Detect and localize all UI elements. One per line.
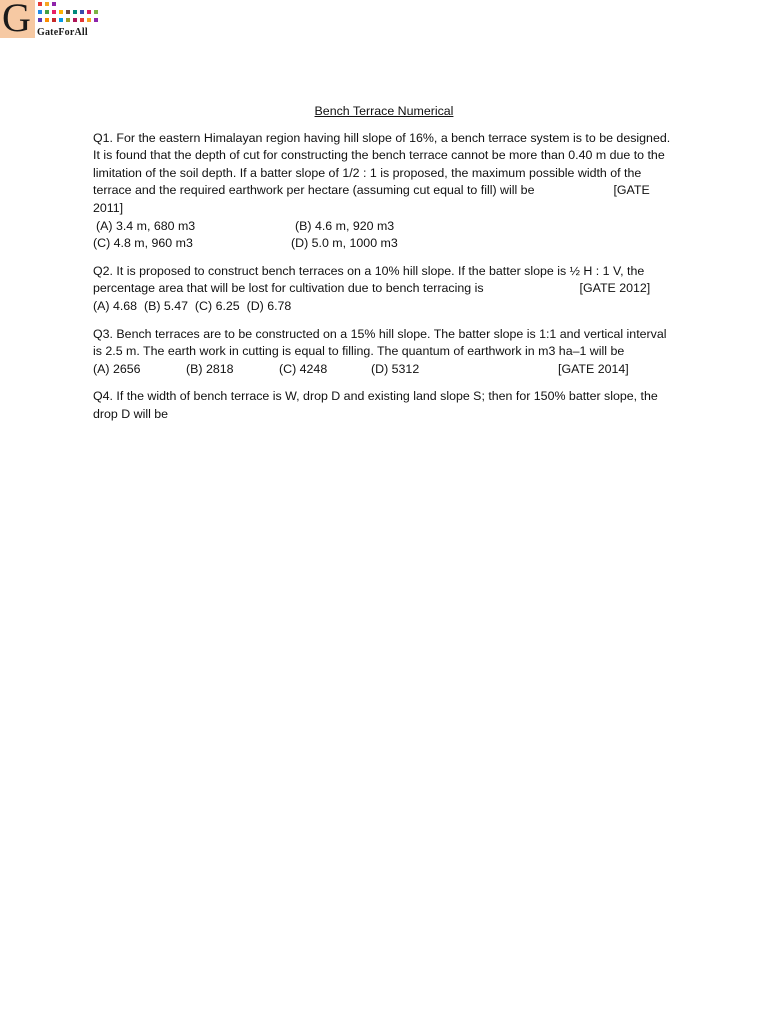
logo-dot — [66, 10, 70, 14]
question-4-text: Q4. If the width of bench terrace is W, drop D and existing land slope S; then for 150% batter slope, the drop D will be — [93, 389, 658, 421]
question-2-text — [93, 263, 675, 298]
logo-dot — [94, 10, 98, 14]
question-3 — [93, 326, 675, 379]
question-4 — [93, 388, 675, 423]
question-1-options-row-1 — [93, 218, 675, 236]
question-2-tag: [GATE 2012] — [579, 281, 651, 296]
question-1-option-d: (D) 5.0 m, 1000 m3 — [291, 236, 398, 251]
question-2-options — [93, 298, 675, 316]
logo-dot — [80, 10, 84, 14]
logo-dot — [94, 18, 98, 22]
question-1-text — [93, 130, 675, 218]
logo-dot — [45, 10, 49, 14]
logo-dot — [52, 18, 56, 22]
question-1-option-c: (C) 4.8 m, 960 m3 — [93, 236, 193, 251]
question-3-options — [93, 361, 675, 379]
question-3-option-c: (C) 4248 — [279, 361, 328, 376]
question-3-text: Q3. Bench terraces are to be constructed on a 15% hill slope. The batter slope is 1:1 and vertical interval is 2.5 m. The earth work in cutting is equal to filling. The quantum of earthwork in m3 ha–1 will be — [93, 326, 667, 359]
question-3-option-b: (B) 2818 — [186, 361, 234, 376]
logo-letter: G — [2, 0, 31, 40]
question-1-tag: [GATE 2011] — [93, 183, 650, 215]
logo-dot — [38, 10, 42, 14]
logo-dot — [45, 18, 49, 22]
logo-dot — [38, 18, 42, 22]
question-2 — [93, 263, 675, 316]
question-1-option-a: (A) 3.4 m, 680 m3 — [96, 218, 196, 233]
logo-dot — [52, 10, 56, 14]
logo-dot — [59, 18, 63, 22]
logo-letter-box — [0, 0, 35, 38]
question-3-option-d: (D) 5312 — [371, 361, 420, 376]
question-1-body: Q1. For the eastern Himalayan region having hill slope of 16%, a bench terrace system is to be designed. It is found that the depth of cut for constructing the bench terrace cannot be more than 0.40 m due to the limitation of the soil depth. If a batter slope of 1/2 : 1 is proposed, the maximum possible width of the terrace and the required earthwork per hectare (assuming cut equal to fill) will be — [93, 130, 671, 198]
question-2-body: Q2. It is proposed to construct bench terraces on a 10% hill slope. If the batter slope is ½ H : 1 V, the percentage area that will be lost for cultivation due to bench terracing is — [93, 263, 645, 296]
logo-dot — [87, 18, 91, 22]
logo-dot — [73, 10, 77, 14]
question-1-options-row-2 — [93, 235, 675, 253]
document-title: Bench Terrace Numerical — [314, 104, 454, 118]
logo-color-grid — [38, 2, 102, 26]
question-3-tag: [GATE 2014] — [558, 361, 629, 376]
question-2-options-line: (A) 4.68 (B) 5.47 (C) 6.25 (D) 6.78 — [93, 298, 292, 313]
logo-dot — [38, 2, 42, 6]
question-1-option-b: (B) 4.6 m, 920 m3 — [295, 218, 395, 233]
question-3-option-a: (A) 2656 — [93, 361, 141, 376]
question-1 — [93, 130, 675, 253]
logo-dot — [52, 2, 56, 6]
logo-dot — [66, 18, 70, 22]
site-logo — [0, 0, 104, 40]
document-body — [93, 103, 675, 434]
logo-dot — [73, 18, 77, 22]
logo-dot — [45, 2, 49, 6]
logo-dot — [80, 18, 84, 22]
logo-text: GateForAll — [37, 27, 88, 38]
logo-dot — [59, 10, 63, 14]
logo-dot — [87, 10, 91, 14]
